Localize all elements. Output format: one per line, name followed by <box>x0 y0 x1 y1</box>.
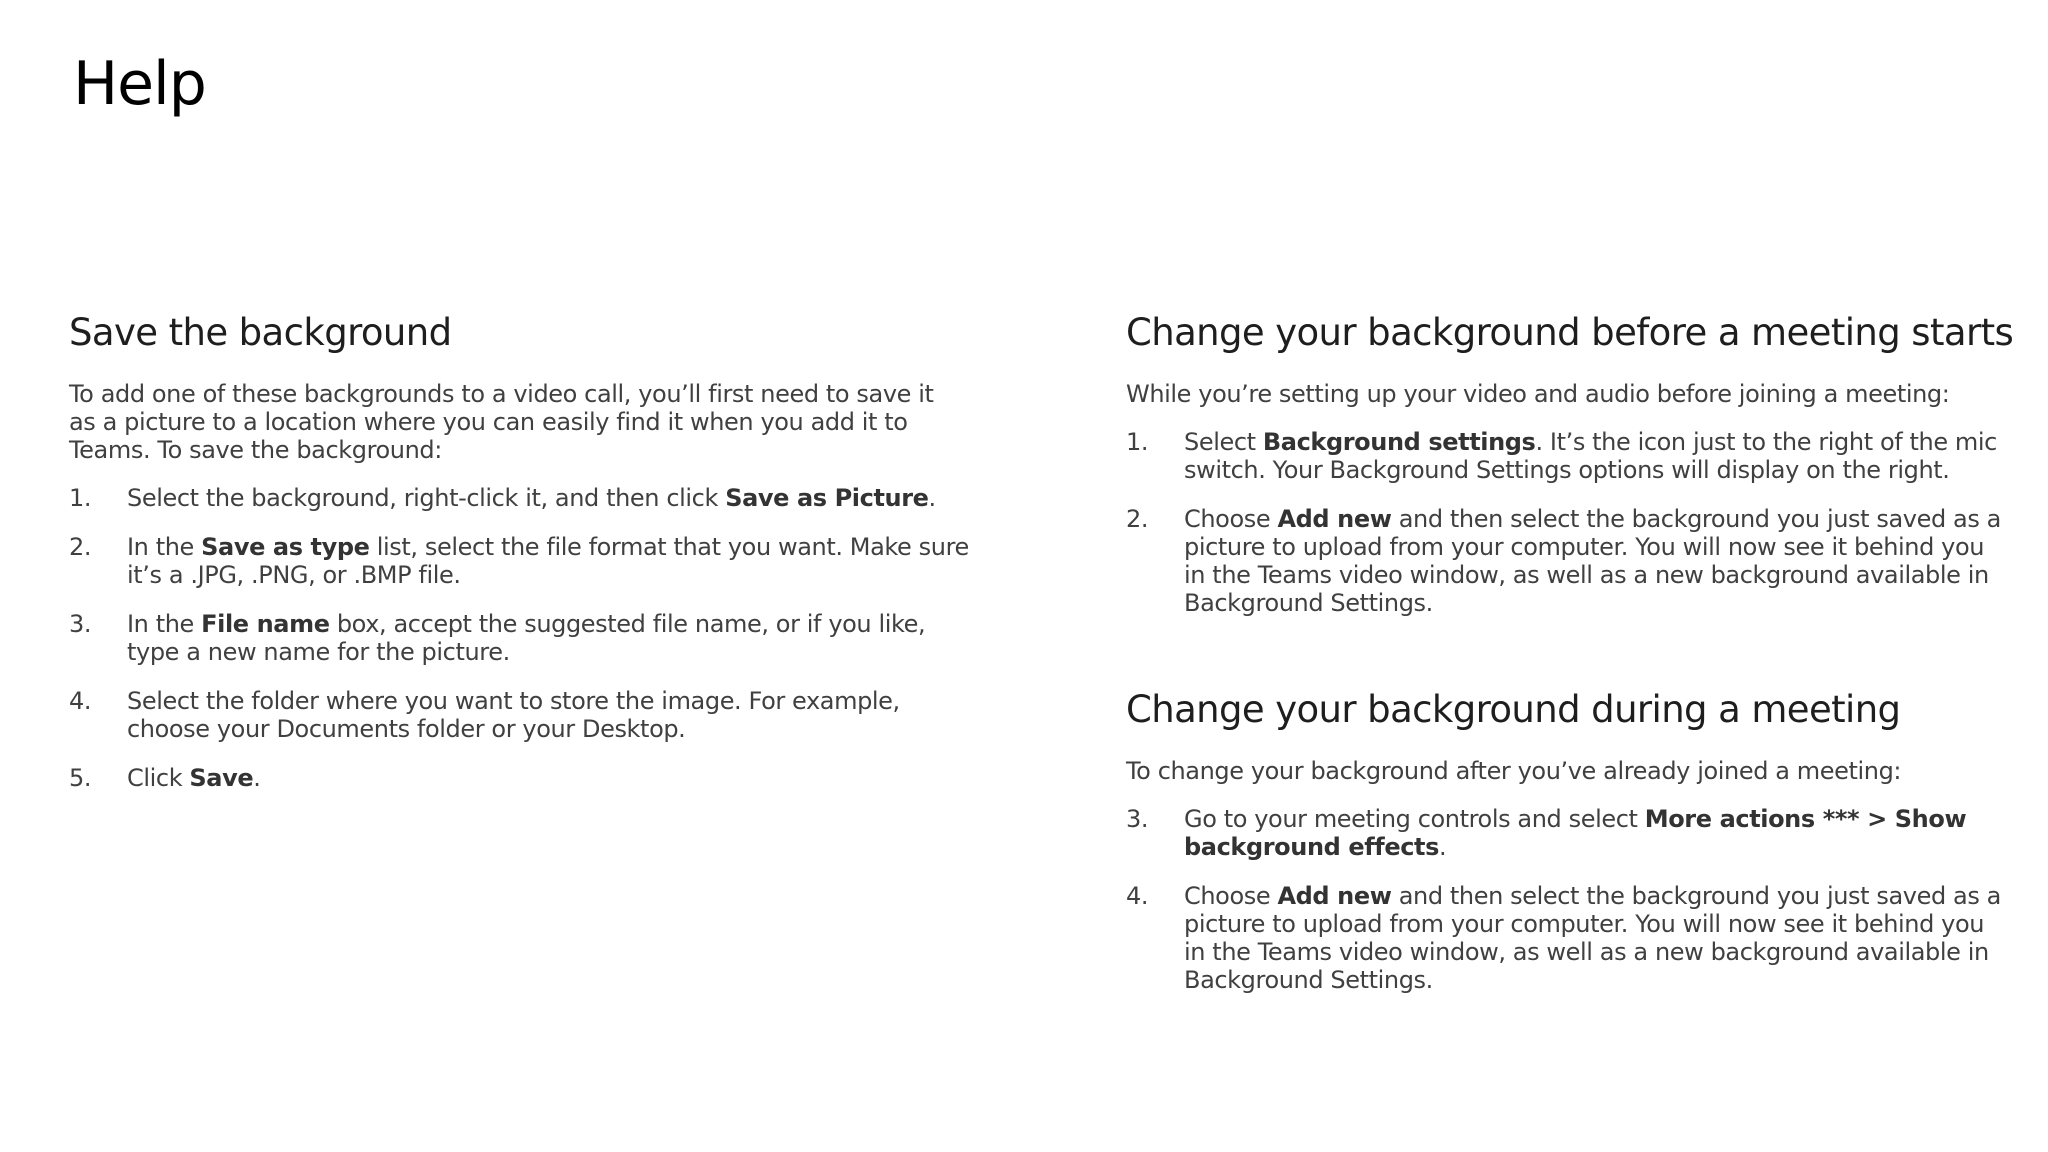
step-text <box>127 687 969 743</box>
step-text-run: in the Teams video window, as well as a new background available in <box>1184 561 1989 589</box>
step-number: 4. <box>1126 882 1149 910</box>
page-title: Help <box>73 49 206 119</box>
section-heading: Save the background <box>69 311 452 354</box>
step-number: 2. <box>69 533 92 561</box>
step-text <box>127 484 969 512</box>
step-number: 3. <box>1126 805 1149 833</box>
step-text <box>1184 428 2026 484</box>
step-text-run: In the <box>127 610 202 638</box>
step-number: 1. <box>69 484 92 512</box>
step-text-run: Select the folder where you want to store the image. For example, <box>127 687 900 715</box>
step-text-bold: More actions *** > Show <box>1644 805 1967 833</box>
step-text-run: . It’s the icon just to the right of the mic <box>1535 428 1997 456</box>
step-number: 2. <box>1126 505 1149 533</box>
step-item <box>69 610 969 666</box>
section-heading: Change your background during a meeting <box>1126 688 1901 731</box>
section-intro <box>69 380 969 464</box>
step-text <box>127 610 969 666</box>
step-text-bold: background effects <box>1184 833 1439 861</box>
section-intro <box>1126 380 2026 408</box>
step-text <box>1184 882 2026 994</box>
intro-line: Teams. To save the background: <box>69 436 442 464</box>
step-text-bold: Add new <box>1277 505 1392 533</box>
step-text-bold: Save <box>189 764 254 792</box>
step-text-bold: Save as type <box>201 533 370 561</box>
step-text-run: . <box>253 764 261 792</box>
step-text <box>1184 805 2026 861</box>
step-text-run: Choose <box>1184 882 1278 910</box>
step-text-run: in the Teams video window, as well as a new background available in <box>1184 938 1989 966</box>
step-text-run: Click <box>127 764 190 792</box>
step-text-bold: Add new <box>1277 882 1392 910</box>
step-item <box>69 484 969 512</box>
step-item <box>69 687 969 743</box>
step-text-run: list, select the file format that you want. Make sure <box>369 533 969 561</box>
steps-list <box>69 484 969 792</box>
steps-list <box>1126 428 2026 617</box>
intro-line: as a picture to a location where you can easily find it when you add it to <box>69 408 908 436</box>
step-text-run: picture to upload from your computer. You will now see it behind you <box>1184 533 1985 561</box>
step-item <box>1126 805 2026 861</box>
step-item <box>1126 882 2026 994</box>
step-text-run: type a new name for the picture. <box>127 638 510 666</box>
step-text-run: and then select the background you just saved as a <box>1391 882 2001 910</box>
step-text <box>1184 505 2026 617</box>
step-item <box>1126 428 2026 484</box>
intro-line: While you’re setting up your video and audio before joining a meeting: <box>1126 380 1950 408</box>
before-meeting-section <box>1126 308 2026 617</box>
step-text-run: Background Settings. <box>1184 589 1433 617</box>
steps-list <box>1126 805 2026 994</box>
step-text-run: Select the background, right-click it, and then click <box>127 484 726 512</box>
section-intro <box>1126 757 2026 785</box>
section-heading: Change your background before a meeting starts <box>1126 311 2014 354</box>
step-text-run: and then select the background you just saved as a <box>1391 505 2001 533</box>
step-text-bold: Save as Picture <box>725 484 929 512</box>
step-text-run: Go to your meeting controls and select <box>1184 805 1645 833</box>
step-text-bold: File name <box>201 610 330 638</box>
step-text-run: . <box>1439 833 1447 861</box>
step-text-run: switch. Your Background Settings options will display on the right. <box>1184 456 1950 484</box>
step-item <box>1126 505 2026 617</box>
step-text-run: In the <box>127 533 202 561</box>
step-text-run: choose your Documents folder or your Desktop. <box>127 715 686 743</box>
step-number: 5. <box>69 764 92 792</box>
step-number: 3. <box>69 610 92 638</box>
step-item <box>69 533 969 589</box>
intro-line: To add one of these backgrounds to a video call, you’ll first need to save it <box>69 380 934 408</box>
intro-line: To change your background after you’ve already joined a meeting: <box>1126 757 1902 785</box>
during-meeting-section <box>1126 685 2026 994</box>
step-text-run: Select <box>1184 428 1263 456</box>
save-background-section <box>69 308 969 792</box>
step-text-run: picture to upload from your computer. You will now see it behind you <box>1184 910 1985 938</box>
step-number: 1. <box>1126 428 1149 456</box>
step-text <box>127 533 969 589</box>
step-text-run: Background Settings. <box>1184 966 1433 994</box>
step-number: 4. <box>69 687 92 715</box>
step-text-run: it’s a .JPG, .PNG, or .BMP file. <box>127 561 461 589</box>
step-text-run: Choose <box>1184 505 1278 533</box>
step-text <box>127 764 969 792</box>
step-item <box>69 764 969 792</box>
step-text-bold: Background settings <box>1262 428 1536 456</box>
step-text-run: box, accept the suggested file name, or if you like, <box>329 610 926 638</box>
step-text-run: . <box>928 484 936 512</box>
